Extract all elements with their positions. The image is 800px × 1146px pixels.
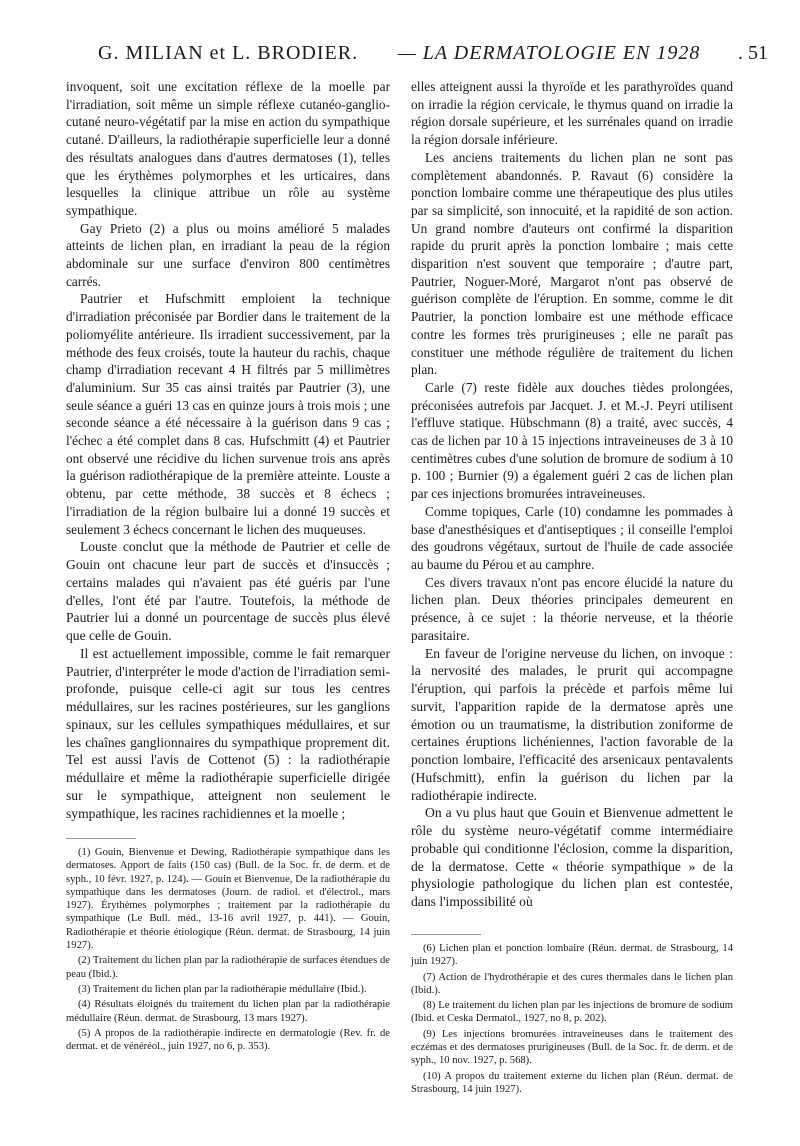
footnote: (8) Le traitement du lichen plan par les injections de bromure de sodium (Ibid. et Ceska Dermatol., 1927, no 8, p. 202). — [411, 1000, 733, 1025]
footnote: (5) A propos de la radiothérapie indirecte en dermatologie (Rev. fr. de dermat. et de vénéréol., juin 1927, no 6, p. 353). — [66, 1027, 390, 1053]
header-authors: G. MILIAN et L. BRODIER. — [98, 42, 359, 64]
paragraph: invoquent, soit une excitation réflexe de la moelle par l'irradiation, soit même un simple réflexe cutanéo-ganglio-cutané neuro-végétatif par la mise en action du sympathique cutané. D'ailleurs, la radiothérapie superficielle leur a donné des résultats analogues dans d'autres dermatoses (1), telles que les érythèmes polymorphes et les urticaires, dans lesquelles la clinique attribue un rôle au système sympathique. — [66, 79, 390, 218]
footnote: (4) Résultats éloignés du traitement du lichen plan par la radiothérapie médullaire (Réun. dermat. de Strasbourg, 13 mars 1927). — [66, 999, 390, 1024]
paragraph: Gay Prieto (2) a plus ou moins amélioré 5 malades atteints de lichen plan, en irradiant la peau de la région abdominale sur une surface d'environ 800 centimètres carrés. — [66, 220, 390, 289]
footnote: (9) Les injections bromurées intraveineuses dans le traitement des eczémas et des dermatoses prurigineuses (Bull. de la Soc. fr. de derm. et de syph., 10 nov. 1927, p. 568). — [411, 1028, 733, 1067]
paragraph: Les anciens traitements du lichen plan ne sont pas complètement abandonnés. P. Ravaut (6) considère la ponction lombaire comme une thérapeutique des plus utiles par sa simplicité, son innocuité, et la rapidité de son action. Un grand nombre d'auteurs ont confirmé la disparition rapide du prurit après la ponction lombaire ; mais cette disparition n'est souvent que temporaire ; d'autre part, Pautrier, Noguer-Moré, Margarot n'ont pas observé de guérison complète de l'éruption. En somme, comme le dit Pautrier, la ponction lombaire est une méthode efficace contre les formes très prurigineuses ; elle ne paraît pas constituer une méthode régulière de traitement du lichen plan. — [411, 149, 733, 378]
paragraph: Louste conclut que la méthode de Pautrier et celle de Gouin ont chacune leur part de succès et d'insuccès ; certains malades qui n'avaient pas été guéris par l'une d'elles, l'ont été par l'autre. Toutefois, la méthode de Pautrier lui a donné un pourcentage de succès plus élevé que celle de Gouin. — [66, 539, 390, 644]
footnotes-left — [66, 846, 390, 1055]
footnote: (6) Lichen plan et ponction lombaire (Réun. dermat. de Strasbourg, 14 juin 1927). — [411, 943, 733, 968]
paragraph: Comme topiques, Carle (10) condamne les pommades à base d'anesthésiques et d'antiseptiques ; il conseille l'emploi des goudrons végétaux, surtout de l'huile de cade associée au baume du Pérou et au camphre. — [411, 503, 733, 572]
footnotes-right — [411, 942, 733, 1098]
footnote: (7) Action de l'hydrothérapie et des cures thermales dans le lichen plan (Ibid.). — [411, 971, 733, 996]
header-title: — LA DERMATOLOGIE EN 1928 — [398, 42, 701, 64]
paragraph: Ces divers travaux n'ont pas encore élucidé la nature du lichen plan. Deux théories principales demeurent en présence, à ce sujet : la théorie nerveuse, et la théorie parasitaire. — [411, 574, 733, 643]
paragraph: Il est actuellement impossible, comme le fait remarquer Pautrier, d'interpréter le mode d'action de l'irradiation semi-profonde, puisque celle-ci agit sur tous les centres médullaires, sur les racines postérieures, sur les ganglions spinaux, sur les cellules sympathiques médullaires, et sur les chaînes ganglionnaires du sympathique proprement dit. Tel est aussi l'avis de Cottenot (5) : la radiothérapie médullaire et même la radiothérapie superficielle dirigée sur le sympathique, atteignent non seulement le sympathique, les racines rachidiennes et la moelle ; — [66, 645, 390, 821]
footnote: (1) Gouin, Bienvenue et Dewing, Radiothérapie sympathique dans les dermatoses. Apport de faits (150 cas) (Bull. de la Soc. fr. de derm. et de syph., 10 févr. 1927, p. 124). — Gouin et Bienvenue, De la radiothérapie du sympathique dans les dermatoses (Journ. de radiol. et d'électrol., mars 1927). Érythèmes polymorphes ; traitement par la radiothérapie du sympathique (Le Bull. méd., 13-16 avril 1927, p. 441). — Gouin, Radiothérapie et théorie étiologique (Réun. dermat. de Strasbourg, 14 juin 1927). — [66, 847, 390, 952]
paragraph: On a vu plus haut que Gouin et Bienvenue admettent le rôle du système neuro-végétatif comme intermédiaire probable qui conditionne l'éclosion, comme la disparition, de la dermatose. Cette « théorie sympathique » de la physiologie pathologique du lichen plan est contestée, dans l'impossibilité où — [411, 805, 733, 909]
running-header — [0, 42, 800, 72]
paragraph: elles atteignent aussi la thyroïde et les parathyroïdes quand on irradie la région cervicale, le thymus quand on irradie la région dorsale supérieure, et les surrénales quand on irradie la région dorsale inférieure. — [411, 79, 733, 148]
footnote-rule — [66, 838, 136, 839]
page-number: . 51 — [738, 42, 768, 64]
left-column — [66, 78, 390, 822]
paragraph: En faveur de l'origine nerveuse du lichen, on invoque : la nervosité des malades, le prurit qui accompagne l'éruption, qui parfois la précède et parfois même lui survit, l'apparition rapide de la dermatose après une émotion ou un traumatisme, la distribution zoniforme de certaines éruptions lichéniennes, l'action favorable de la ponction lombaire, l'efficacité des arsenicaux pentavalents (Hufschmitt), enfin la guérison du lichen par la radiothérapie indirecte. — [411, 645, 733, 803]
paragraph: Pautrier et Hufschmitt emploient la technique d'irradiation préconisée par Bordier dans le traitement de la poliomyélite antérieure. Ils irradient successivement, par la méthode des feux croisés, toute la hauteur du rachis, chaque champ d'irradiation recevant 4 H filtrés par 5 millimètres d'aluminium. Sur 35 cas ainsi traités par Pautrier (3), une seule séance a guéri 13 cas en quinze jours à trois mois ; une seconde séance a été nécessaire à la guérison dans 9 cas ; l'échec a été complet dans 8 cas. Hufschmitt (4) et Pautrier ont observé une récidive du lichen survenue trois ans après la guérison radiothérapique de la première atteinte. Louste a obtenu, par cette méthode, 38 succès et 8 échecs ; l'irradiation de la région bulbaire lui a donné 19 succès et seulement 3 échecs concernant le lichen des muqueuses. — [66, 291, 390, 537]
footnote: (2) Traitement du lichen plan par la radiothérapie de surfaces étendues de peau (Ibid.). — [66, 955, 390, 980]
footnote: (10) A propos du traitement externe du lichen plan (Réun. dermat. de Strasbourg, 14 juin 1927). — [411, 1070, 733, 1095]
footnote: (3) Traitement du lichen plan par la radiothérapie médullaire (Ibid.). — [78, 983, 367, 995]
paragraph: Carle (7) reste fidèle aux douches tièdes prolongées, préconisées autrefois par Jacquet. J. et M.-J. Peyri utilisent l'effluve statique. Hübschmann (8) a traité, avec succès, 4 cas de lichen par 10 à 15 injections intraveineuses de 3 à 10 centimètres cubes d'une solution de bromure de sodium à 10 p. 100 ; Burnier (9) a également guéri 2 cas de lichen plan par ces injections bromurées intraveineuses. — [411, 379, 733, 502]
right-column — [411, 78, 733, 911]
footnote-rule — [411, 934, 481, 935]
